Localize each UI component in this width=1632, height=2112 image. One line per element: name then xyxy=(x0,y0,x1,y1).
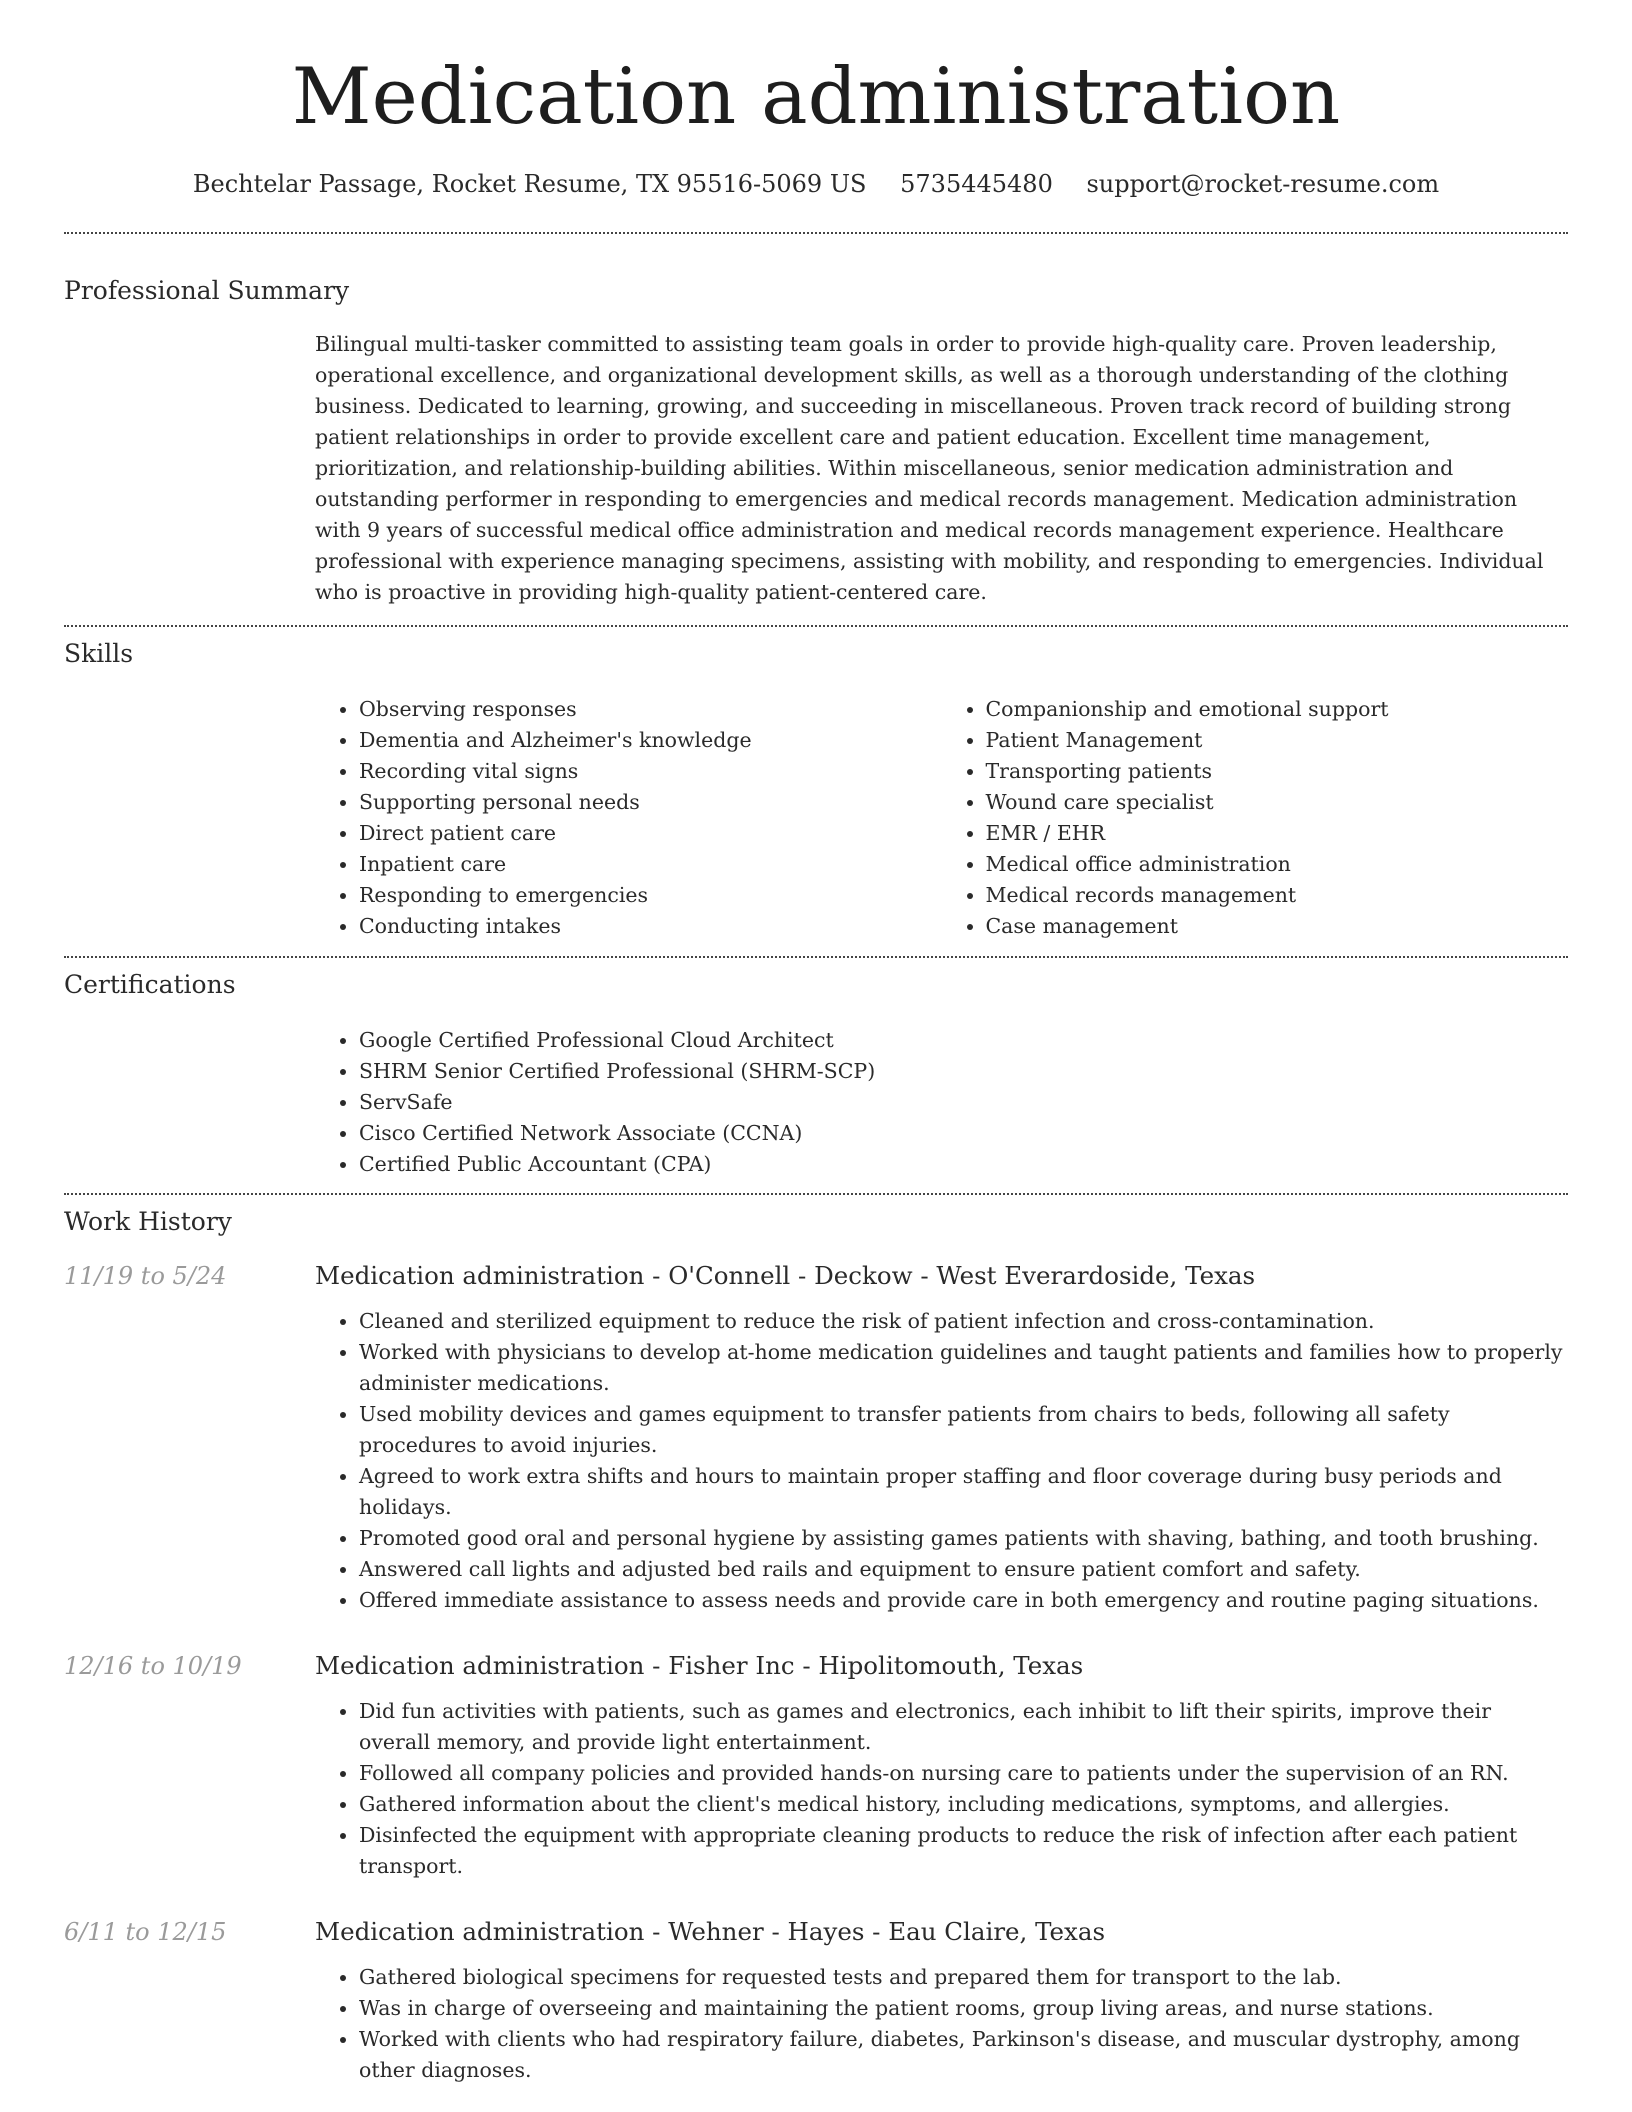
job-title: Medication administration - O'Connell - Deckow - West Everardoside, Texas xyxy=(315,1261,1256,1290)
skill-item: • EMR / EHR xyxy=(986,818,1569,849)
job-bullet: • Cleaned and sterilized equipment to reduce the risk of patient infection and cross-contamination. xyxy=(359,1306,1568,1337)
job-entry xyxy=(64,1650,1568,1882)
section-professional-summary xyxy=(64,234,1568,625)
job-dates: 12/16 to 10/19 xyxy=(64,1652,242,1680)
section-title: Certifications xyxy=(64,970,236,999)
job-body xyxy=(315,1260,1568,1616)
section-certifications xyxy=(64,958,1568,1193)
skill-item: • Companionship and emotional support xyxy=(986,694,1569,725)
resume-page xyxy=(64,0,1568,2086)
skill-item: • Medical office administration xyxy=(986,849,1569,880)
skill-item: • Direct patient care xyxy=(359,818,942,849)
job-bullet: • Answered call lights and adjusted bed rails and equipment to ensure patient comfort and safety. xyxy=(359,1554,1568,1585)
skill-item: • Inpatient care xyxy=(359,849,942,880)
skills-list-left xyxy=(315,694,942,942)
job-bullet: • Followed all company policies and provided hands-on nursing care to patients under the supervision of an RN. xyxy=(359,1758,1568,1789)
skill-item: • Case management xyxy=(986,911,1569,942)
job-bullet: • Used mobility devices and games equipment to transfer patients from chairs to beds, following all safety procedures to avoid injuries. xyxy=(359,1399,1568,1461)
job-bullet: • Disinfected the equipment with appropriate cleaning products to reduce the risk of infection after each patient transport. xyxy=(359,1820,1568,1882)
certification-item: • Cisco Certified Network Associate (CCNA) xyxy=(359,1118,1568,1149)
contact-address: Bechtelar Passage, Rocket Resume, TX 95516-5069 US xyxy=(192,170,867,198)
job-bullet: • Agreed to work extra shifts and hours to maintain proper staffing and floor coverage during busy periods and holidays. xyxy=(359,1461,1568,1523)
candidate-name: Medication administration xyxy=(291,52,1341,142)
job-dates: 6/11 to 12/15 xyxy=(64,1918,227,1946)
skill-item: • Medical records management xyxy=(986,880,1569,911)
section-title: Professional Summary xyxy=(64,276,350,305)
skill-item: • Wound care specialist xyxy=(986,787,1569,818)
skill-item: • Recording vital signs xyxy=(359,756,942,787)
section-title: Skills xyxy=(64,639,134,668)
job-dates: 11/19 to 5/24 xyxy=(64,1262,227,1290)
certifications-content xyxy=(315,1025,1568,1193)
job-bullet: • Gathered information about the client's medical history, including medications, symptoms, and allergies. xyxy=(359,1789,1568,1820)
job-bullet: • Worked with physicians to develop at-home medication guidelines and taught patients and families how to properly administer medications. xyxy=(359,1337,1568,1399)
section-skills xyxy=(64,627,1568,956)
skills-list-right xyxy=(942,694,1569,942)
job-bullet: • Was in charge of overseeing and maintaining the patient rooms, group living areas, and nurse stations. xyxy=(359,1993,1568,2024)
skill-item: • Supporting personal needs xyxy=(359,787,942,818)
job-bullets xyxy=(315,1696,1568,1882)
section-title: Work History xyxy=(64,1207,232,1236)
skill-item: • Transporting patients xyxy=(986,756,1569,787)
job-body xyxy=(315,1650,1568,1882)
certification-item: • Certified Public Accountant (CPA) xyxy=(359,1149,1568,1180)
summary-text: Bilingual multi-tasker committed to assisting team goals in order to provide high-quality care. Proven leadership, operational excellence, and organizational development skills, as well as a thorough understanding of the clothing business. Dedicated to learning, growing, and succeeding in miscellaneous. Proven track record of building strong patient relationships in order to provide excellent care and patient education. Excellent time management, prioritization, and relationship-building abilities. Within miscellaneous, senior medication administration and outstanding performer in responding to emergencies and medical records management. Medication administration with 9 years of successful medical office administration and medical records management experience. Healthcare professional with experience managing specimens, assisting with mobility, and responding to emergencies. Individual who is proactive in providing high-quality patient-centered care. xyxy=(315,332,1544,604)
certification-item: • SHRM Senior Certified Professional (SHRM-SCP) xyxy=(359,1056,1568,1087)
job-bullet: • Worked with clients who had respiratory failure, diabetes, Parkinson's disease, and muscular dystrophy, among other diagnoses. xyxy=(359,2024,1568,2086)
contact-line xyxy=(64,170,1568,198)
certification-item: • ServSafe xyxy=(359,1087,1568,1118)
job-bullets xyxy=(315,1962,1568,2086)
skill-item: • Conducting intakes xyxy=(359,911,942,942)
skill-item: • Responding to emergencies xyxy=(359,880,942,911)
certification-item: • Google Certified Professional Cloud Architect xyxy=(359,1025,1568,1056)
section-work-history xyxy=(64,1195,1568,2086)
contact-phone: 5735445480 xyxy=(900,170,1053,198)
skill-item: • Observing responses xyxy=(359,694,942,725)
job-entry xyxy=(64,1260,1568,1616)
job-title: Medication administration - Fisher Inc - Hipolitomouth, Texas xyxy=(315,1651,1084,1680)
job-bullet: • Promoted good oral and personal hygiene by assisting games patients with shaving, bathing, and tooth brushing. xyxy=(359,1523,1568,1554)
skill-item: • Dementia and Alzheimer's knowledge xyxy=(359,725,942,756)
job-entry xyxy=(64,1916,1568,2086)
job-bullet: • Offered immediate assistance to assess needs and provide care in both emergency and routine paging situations. xyxy=(359,1585,1568,1616)
job-bullet: • Did fun activities with patients, such as games and electronics, each inhibit to lift their spirits, improve their overall memory, and provide light entertainment. xyxy=(359,1696,1568,1758)
job-title: Medication administration - Wehner - Hayes - Eau Claire, Texas xyxy=(315,1917,1106,1946)
skill-item: • Patient Management xyxy=(986,725,1569,756)
skills-columns xyxy=(315,694,1568,956)
job-bullets xyxy=(315,1306,1568,1616)
contact-email[interactable]: support@rocket-resume.com xyxy=(1086,170,1440,198)
certifications-list xyxy=(315,1025,1568,1193)
job-body xyxy=(315,1916,1568,2086)
job-bullet: • Gathered biological specimens for requested tests and prepared them for transport to the lab. xyxy=(359,1962,1568,1993)
